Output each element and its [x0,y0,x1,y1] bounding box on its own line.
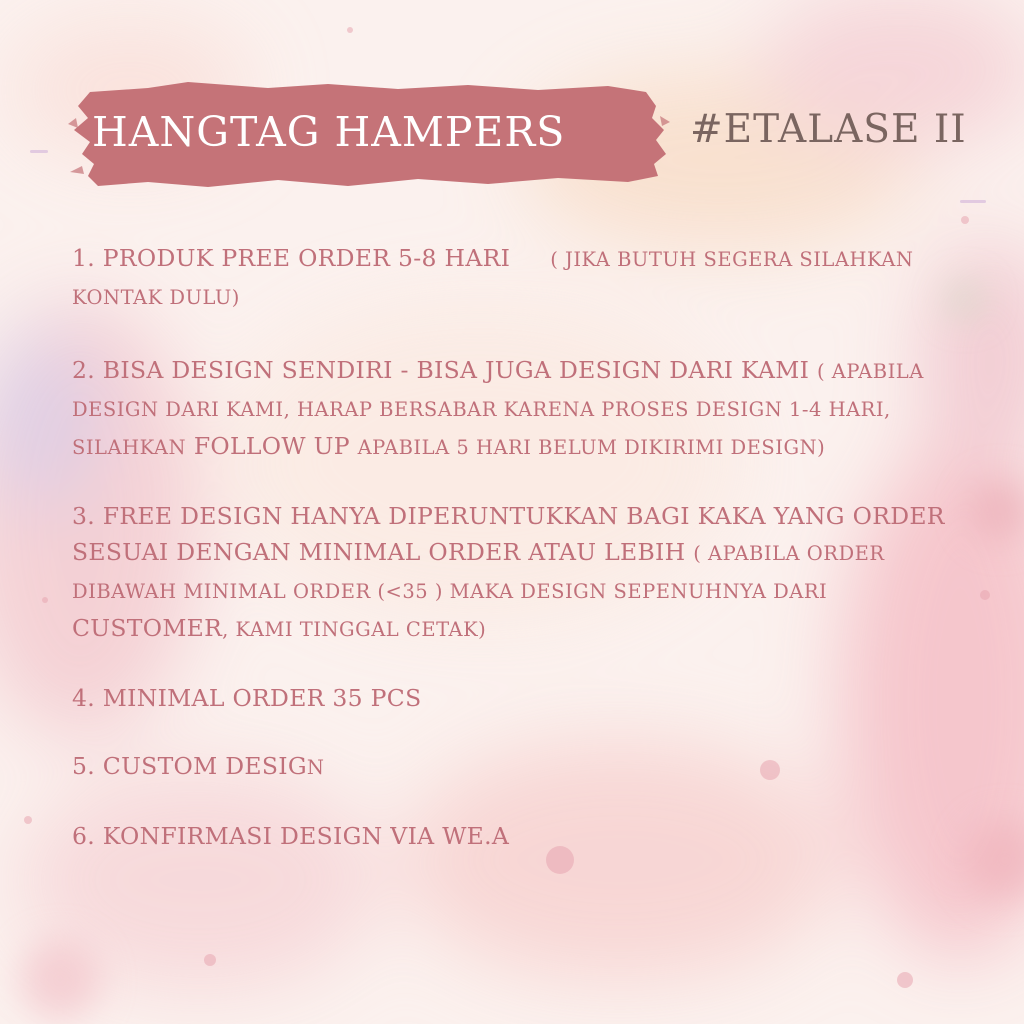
terms-list [72,240,972,854]
list-item-2-note-end: APABILA 5 HARI BELUM DIKIRIMI DESIGN) [357,436,826,459]
list-item-3-main: 3. FREE DESIGN HANYA DIPERUNTUKKAN BAGI KAKA YANG ORDER SESUAI DENGAN MINIMAL ORDER ATAU LEBIH [72,502,945,566]
page-title: HANGTAG HAMPERS [92,108,566,156]
list-item-5-main: 5. CUSTOM DESIG [72,752,307,780]
list-item-6-main: 6. KONFIRMASI DESIGN VIA WE.A [72,822,510,850]
list-item-1-main: 1. PRODUK PREE ORDER 5-8 HARI [72,244,511,272]
list-item-2 [72,352,972,466]
list-item-5-tail: N [306,756,325,779]
list-item-3 [72,498,972,648]
list-item-3-note-end: , KAMI TINGGAL CETAK) [222,618,487,641]
list-item-1 [72,240,972,316]
list-item-1-note: ( JIKA BUTUH SEGERA SILAHKAN KONTAK DULU) [72,248,914,309]
list-item-5 [72,748,972,786]
list-item-2-emphasis: FOLLOW UP [193,432,350,460]
list-item-3-emphasis: CUSTOMER [72,614,223,642]
list-item-3-note: ( APABILA ORDER DIBAWAH MINIMAL ORDER (<35 ) MAKA DESIGN SEPENUHNYA DARI [72,542,885,603]
list-item-4 [72,680,972,716]
list-item-2-main: 2. BISA DESIGN SENDIRI - BISA JUGA DESIGN DARI KAMI [72,356,810,384]
list-item-2-note: ( APABILA DESIGN DARI KAMI, HARAP BERSABAR KARENA PROSES DESIGN 1-4 HARI, SILAHKAN [72,360,924,459]
list-item-6 [72,818,972,854]
list-item-4-main: 4. MINIMAL ORDER 35 PCS [72,684,422,712]
etalase-tag: #ETALASE II [690,107,967,152]
